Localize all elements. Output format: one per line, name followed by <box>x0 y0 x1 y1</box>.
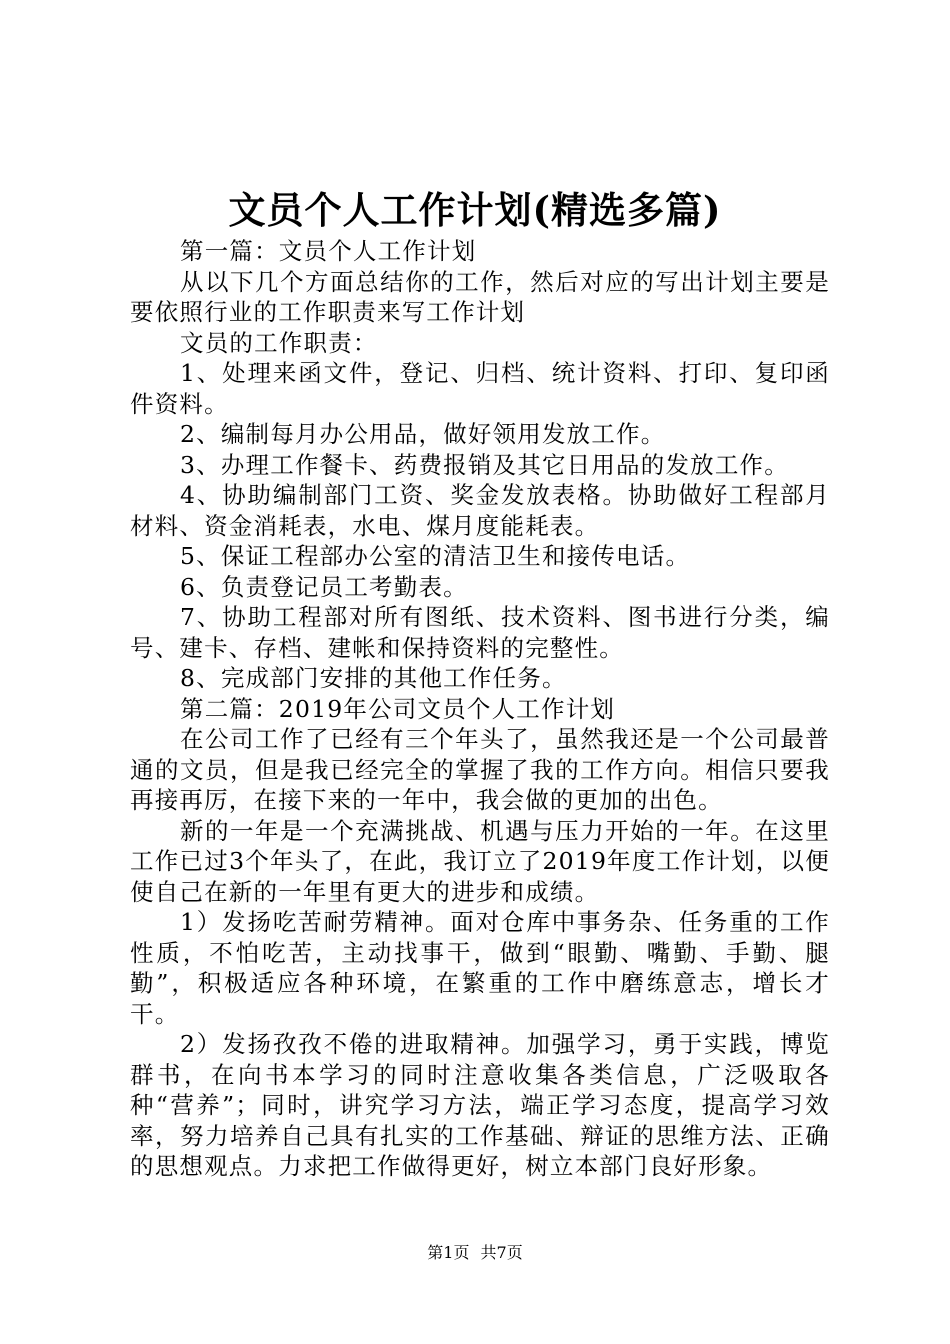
section-heading: 第一篇：文员个人工作计划 <box>180 237 477 265</box>
page-footer <box>0 1242 950 1264</box>
list-item: 4、协助编制部门工资、奖金发放表格。协助做好工程部月材料、资金消耗表，水电、煤月度能耗表。 <box>130 481 830 540</box>
list-item: 3、办理工作餐卡、药费报销及其它日用品的发放工作。 <box>180 450 789 479</box>
paragraph: 文员的工作职责： <box>180 328 378 357</box>
document-title: 文员个人工作计划(精选多篇) <box>228 188 722 232</box>
document-body <box>130 236 830 1182</box>
list-item: 8、完成部门安排的其他工作任务。 <box>180 664 567 692</box>
paragraph: 在公司工作了已经有三个年头了，虽然我还是一个公司最普通的文员，但是我已经完全的掌握了我的工作方向。相信只要我再接再厉，在接下来的一年中，我会做的更加的出色。 <box>130 725 830 814</box>
paragraph: 新的一年是一个充满挑战、机遇与压力开始的一年。在这里工作已过3个年头了，在此，我订立了2019年度工作计划，以便使自己在新的一年里有更大的进步和成绩。 <box>130 816 830 906</box>
page-number: 第1页 <box>427 1243 470 1262</box>
page-total: 共7页 <box>480 1243 523 1262</box>
paragraph: 2）发扬孜孜不倦的进取精神。加强学习，勇于实践，博览群书，在向书本学习的同时注意收集各类信息，广泛吸取各种“营养”；同时，讲究学习方法，端正学习态度，提高学习效率，努力培养自己具有扎实的工作基础、辩证的思维方法、正确的思想观点。力求把工作做得更好，树立本部门良好形象。 <box>130 1030 830 1180</box>
paragraph: 从以下几个方面总结你的工作，然后对应的写出计划主要是要依照行业的工作职责来写工作计划 <box>130 267 830 326</box>
list-item: 2、编制每月办公用品，做好领用发放工作。 <box>180 420 666 448</box>
list-item: 5、保证工程部办公室的清洁卫生和接传电话。 <box>180 542 691 570</box>
section-heading: 第二篇：2019年公司文员个人工作计划 <box>180 694 616 723</box>
list-item: 1、处理来函文件，登记、归档、统计资料、打印、复印函件资料。 <box>130 359 830 418</box>
paragraph: 1）发扬吃苦耐劳精神。面对仓库中事务杂、任务重的工作性质，不怕吃苦，主动找事干，做到“眼勤、嘴勤、手勤、腿勤”，积极适应各种环境，在繁重的工作中磨练意志，增长才干。 <box>130 908 830 1028</box>
list-item: 7、协助工程部对所有图纸、技术资料、图书进行分类，编号、建卡、存档、建帐和保持资料的完整性。 <box>130 603 830 662</box>
list-item: 6、负责登记员工考勤表。 <box>180 572 468 601</box>
